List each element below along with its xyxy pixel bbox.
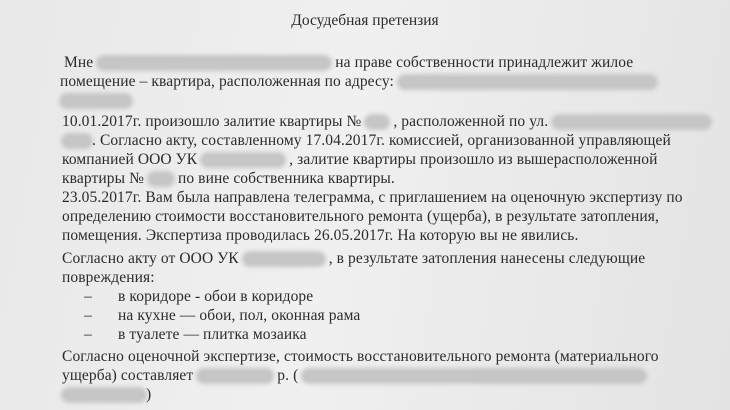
list-item: – в туалете — плитка мозаика <box>84 326 307 343</box>
text-line: повреждения: <box>62 269 155 286</box>
text-line: определению стоимости восстановительного ремонта (ущерба), в результате затопления, <box>62 208 660 225</box>
redacted-company <box>245 254 323 264</box>
redacted-apartment-number <box>367 117 387 127</box>
redacted-name <box>99 58 329 68</box>
text-line: Мне на праве собственности принадлежит жилое <box>64 54 634 71</box>
redacted-amount <box>199 371 271 381</box>
text-line: . Согласно акту, составленному 17.04.2017г. комиссией, организованной управляющей <box>62 132 671 150</box>
text-line: 10.01.2017г. произошло залитие квартиры № , расположенной по ул. <box>62 113 711 131</box>
redacted-amount-words <box>64 390 144 400</box>
redacted-amount-words <box>304 371 644 381</box>
redacted-street <box>554 117 709 127</box>
text-line: 23.05.2017г. Вам была направлена телеграмма, с приглашением на оценочную экспертизу по <box>62 189 683 206</box>
text-line: ущерба) составляет р. ( <box>62 367 646 385</box>
redacted-house <box>64 136 90 146</box>
redacted-address <box>62 96 130 106</box>
text-line: помещения. Экспертиза проводилась 26.05.2017г. На которую вы не явились. <box>62 227 579 244</box>
text-line: ) <box>62 386 151 404</box>
list-item: – в коридоре - обои в коридоре <box>84 288 314 305</box>
redacted-address <box>400 77 655 87</box>
text-line <box>60 92 132 110</box>
text-line: Согласно акту от ООО УК , в результате затопления нанесены следующие <box>62 250 646 267</box>
list-item: – на кухне — обои, пол, оконная рама <box>84 307 361 324</box>
document-title: Досудебная претензия <box>291 12 439 29</box>
redacted-company <box>203 155 283 165</box>
redacted-apartment-number <box>150 174 172 184</box>
text-line: помещение – квартира, расположенная по адресу: <box>60 73 657 91</box>
text-line: квартиры № по вине собственника квартиры. <box>62 170 395 187</box>
text-line: компанией ООО УК , залитие квартиры произошло из вышерасположенной <box>62 151 658 168</box>
text-line: Согласно оценочной экспертизе, стоимость восстановительного ремонта (материального <box>62 348 659 365</box>
